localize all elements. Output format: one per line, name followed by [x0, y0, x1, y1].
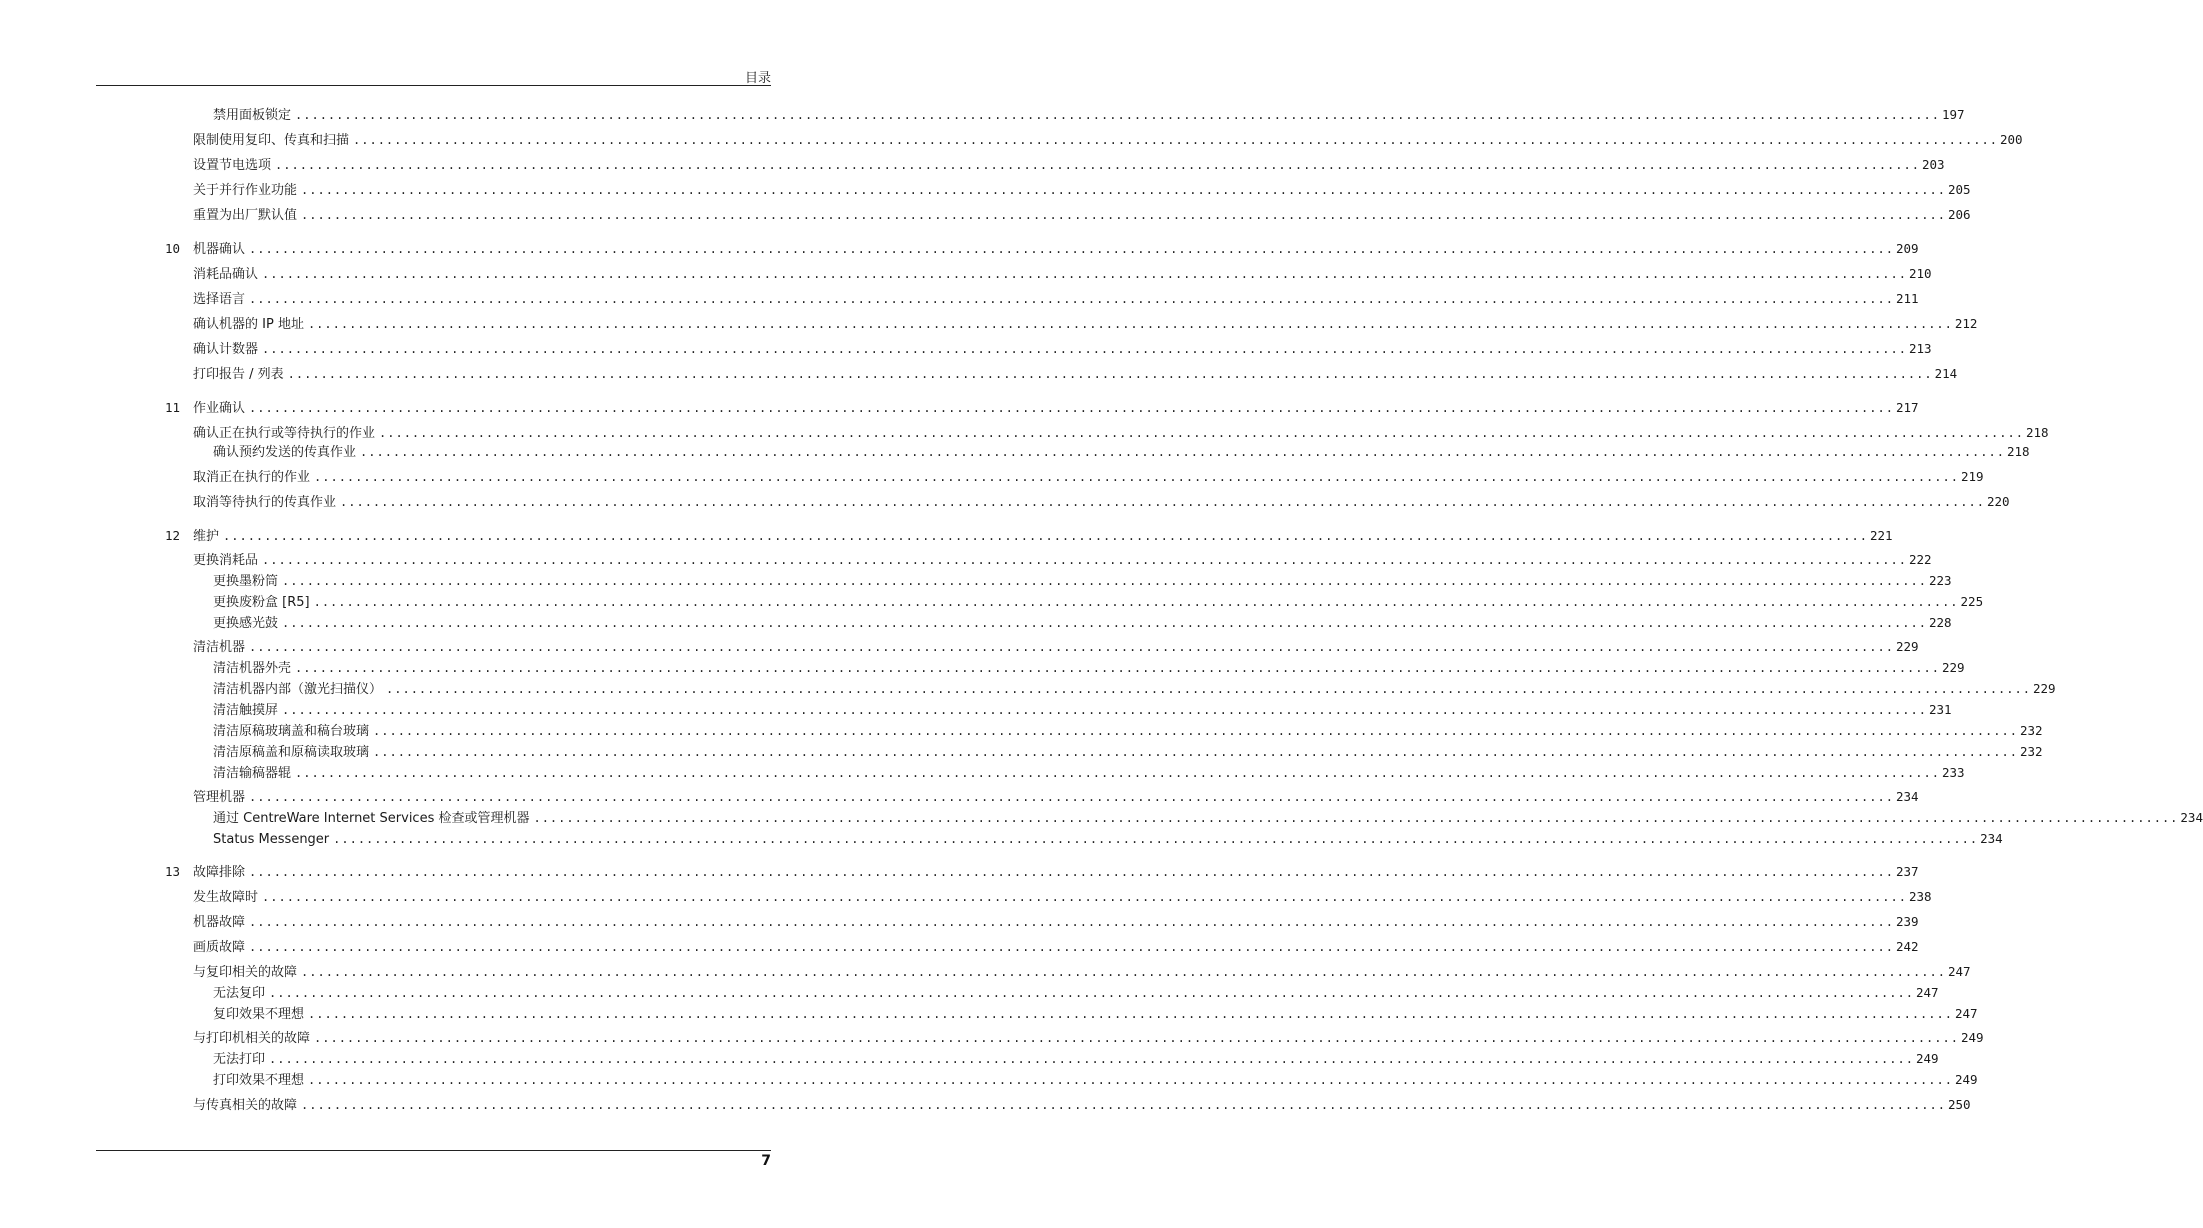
- toc-entry[interactable]: [0, 468, 1984, 486]
- toc-page-number: 250: [1947, 1097, 1971, 1112]
- dot-leader: ........................................................................................................................................................................................................: [373, 745, 2018, 759]
- dot-leader: ........................................................................................................................................................................................................: [353, 133, 1998, 147]
- toc-entry-title: 通过 CentreWare Internet Services 检查或管理机器: [213, 810, 533, 828]
- toc-page-number: 247: [1954, 1006, 1978, 1021]
- toc-entry-title: 重置为出厂默认值: [193, 207, 301, 225]
- toc-page-number: 229: [1895, 639, 1919, 654]
- dot-leader: ........................................................................................................................................................................................................: [308, 1007, 1953, 1021]
- header-rule: [96, 85, 771, 86]
- toc-page-number: 210: [1908, 266, 1932, 281]
- toc-entry-title: 与复印相关的故障: [193, 964, 301, 982]
- toc-entry-title: 清洁触摸屏: [213, 702, 282, 720]
- toc-entry-title: 无法打印: [213, 1051, 269, 1069]
- toc-entry[interactable]: [0, 938, 1919, 956]
- dot-leader: ........................................................................................................................................................................................................: [301, 1098, 1946, 1112]
- toc-page-number: 232: [2019, 723, 2043, 738]
- toc-entry-title: 打印效果不理想: [213, 1072, 308, 1090]
- toc-entry[interactable]: [0, 424, 2049, 442]
- toc-page-number: 222: [1908, 552, 1932, 567]
- toc-entry[interactable]: [0, 551, 1932, 569]
- toc-entry[interactable]: [0, 963, 1971, 981]
- toc-entry[interactable]: [0, 913, 1919, 931]
- toc-entry-title: 消耗品确认: [193, 266, 262, 284]
- dot-leader: ........................................................................................................................................................................................................: [313, 595, 1959, 609]
- toc-page-number: 205: [1947, 182, 1971, 197]
- toc-page-number: 229: [2032, 681, 2056, 696]
- toc-entry-title: 维护: [193, 528, 223, 546]
- toc-page-number: 209: [1895, 241, 1919, 256]
- toc-page-number: 203: [1921, 157, 1945, 172]
- dot-leader: ........................................................................................................................................................................................................: [287, 367, 1933, 381]
- toc-entry[interactable]: [0, 984, 1939, 1002]
- toc-entry-title: 选择语言: [193, 291, 249, 309]
- toc-page-number: 233: [1941, 765, 1965, 780]
- toc-entry[interactable]: [0, 1029, 1984, 1047]
- toc-entry[interactable]: [0, 863, 1919, 881]
- toc-entry[interactable]: [0, 106, 1965, 124]
- dot-leader: ........................................................................................................................................................................................................: [314, 1031, 1959, 1045]
- toc-page-number: 218: [2006, 444, 2030, 459]
- dot-leader: ........................................................................................................................................................................................................: [249, 292, 1894, 306]
- toc-page-number: 223: [1928, 573, 1952, 588]
- toc-entry-title: 无法复印: [213, 985, 269, 1003]
- toc-entry-title: 确认计数器: [193, 341, 262, 359]
- toc-entry[interactable]: [0, 131, 2023, 149]
- footer-rule: [96, 1150, 771, 1151]
- dot-leader: ........................................................................................................................................................................................................: [249, 242, 1894, 256]
- toc-entry[interactable]: [0, 572, 1952, 590]
- toc-entry-title: 与打印机相关的故障: [193, 1030, 314, 1048]
- dot-leader: ........................................................................................................................................................................................................: [282, 616, 1927, 630]
- toc-entry-title: 清洁原稿盖和原稿读取玻璃: [213, 744, 373, 762]
- page-number: 7: [761, 1153, 771, 1169]
- toc-entry-title: 画质故障: [193, 939, 249, 957]
- toc-entry[interactable]: [0, 722, 2043, 740]
- toc-page-number: 231: [1928, 702, 1952, 717]
- toc-entry[interactable]: [0, 1071, 1978, 1089]
- dot-leader: ........................................................................................................................................................................................................: [314, 470, 1959, 484]
- chapter-number: 10: [165, 241, 181, 256]
- dot-leader: ........................................................................................................................................................................................................: [373, 724, 2018, 738]
- toc-page-number: 234: [1980, 831, 2003, 846]
- chapter-number: 12: [165, 528, 181, 543]
- page-header-title: 目录: [744, 71, 771, 86]
- toc-entry-title: 发生故障时: [193, 889, 262, 907]
- toc-entry[interactable]: [0, 181, 1971, 199]
- toc-entry[interactable]: [0, 399, 1919, 417]
- toc-entry-title: 取消正在执行的作业: [193, 469, 314, 487]
- toc-entry[interactable]: [0, 1050, 1939, 1068]
- toc-entry-title: 清洁机器外壳: [213, 660, 295, 678]
- toc-page-number: 249: [1960, 1030, 1984, 1045]
- toc-page-number: 212: [1954, 316, 1978, 331]
- chapter-number: 11: [165, 400, 181, 415]
- dot-leader: ........................................................................................................................................................................................................: [223, 529, 1868, 543]
- dot-leader: ........................................................................................................................................................................................................: [301, 183, 1946, 197]
- dot-leader: ........................................................................................................................................................................................................: [262, 890, 1907, 904]
- toc-entry-title: 打印报告 / 列表: [193, 366, 288, 384]
- toc-entry[interactable]: [0, 614, 1952, 632]
- toc-entry-title: 更换消耗品: [193, 552, 262, 570]
- dot-leader: ........................................................................................................................................................................................................: [249, 790, 1894, 804]
- toc-page-number: 217: [1895, 400, 1919, 415]
- toc-entry-title: 清洁机器内部（激光扫描仪）: [213, 681, 386, 699]
- toc-page-number: 197: [1941, 107, 1965, 122]
- toc-page-number: 232: [2019, 744, 2043, 759]
- toc-page-number: 247: [1947, 964, 1971, 979]
- toc-entry[interactable]: [0, 830, 2003, 848]
- toc-page-number: 229: [1941, 660, 1965, 675]
- toc-entry[interactable]: [0, 443, 2030, 461]
- toc-entry[interactable]: [0, 743, 2043, 761]
- dot-leader: ........................................................................................................................................................................................................: [308, 1073, 1953, 1087]
- toc-page-number: 249: [1915, 1051, 1939, 1066]
- toc-entry-title: 管理机器: [193, 789, 249, 807]
- toc-entry[interactable]: [0, 701, 1952, 719]
- toc-entry[interactable]: [0, 659, 1965, 677]
- toc-page-number: 242: [1895, 939, 1919, 954]
- toc-page-number: 214: [1934, 366, 1958, 381]
- toc-entry-title: 清洁原稿玻璃盖和稿台玻璃: [213, 723, 373, 741]
- toc-entry-title: 机器确认: [193, 241, 249, 259]
- toc-entry-title: 清洁输稿器辊: [213, 765, 295, 783]
- toc-entry-title: 机器故障: [193, 914, 249, 932]
- toc-entry-title: 与传真相关的故障: [193, 1097, 301, 1115]
- dot-leader: ........................................................................................................................................................................................................: [249, 865, 1894, 879]
- dot-leader: ........................................................................................................................................................................................................: [249, 940, 1894, 954]
- toc-entry-title: 更换感光鼓: [213, 615, 282, 633]
- toc-entry-title: 作业确认: [193, 400, 249, 418]
- toc-page-number: 221: [1869, 528, 1893, 543]
- toc-page-number: 200: [1999, 132, 2023, 147]
- toc-page-number: 228: [1928, 615, 1952, 630]
- toc-page-number: 234: [2180, 810, 2203, 825]
- dot-leader: ........................................................................................................................................................................................................: [386, 682, 2031, 696]
- toc-entry-title: 限制使用复印、传真和扫描: [193, 132, 353, 150]
- dot-leader: ........................................................................................................................................................................................................: [262, 553, 1907, 567]
- dot-leader: ........................................................................................................................................................................................................: [262, 267, 1907, 281]
- dot-leader: ........................................................................................................................................................................................................: [333, 832, 1979, 846]
- toc-entry[interactable]: [0, 888, 1932, 906]
- dot-leader: ........................................................................................................................................................................................................: [249, 401, 1894, 415]
- toc-page-number: 249: [1954, 1072, 1978, 1087]
- dot-leader: ........................................................................................................................................................................................................: [301, 965, 1946, 979]
- toc-entry[interactable]: [0, 265, 1932, 283]
- toc-page-number: 238: [1908, 889, 1932, 904]
- dot-leader: ........................................................................................................................................................................................................: [340, 495, 1985, 509]
- toc-entry[interactable]: [0, 593, 1984, 611]
- toc-entry-title: 确认预约发送的传真作业: [213, 444, 360, 462]
- dot-leader: ........................................................................................................................................................................................................: [249, 640, 1894, 654]
- toc-entry[interactable]: [0, 809, 2203, 827]
- toc-entry[interactable]: [0, 290, 1919, 308]
- toc-entry-title: 更换废粉盒 [R5]: [213, 594, 314, 612]
- dot-leader: ........................................................................................................................................................................................................: [379, 426, 2024, 440]
- toc-entry-title: 设置节电选项: [193, 157, 275, 175]
- dot-leader: ........................................................................................................................................................................................................: [262, 342, 1907, 356]
- toc-entry-title: 清洁机器: [193, 639, 249, 657]
- toc-entry[interactable]: [0, 1096, 1971, 1114]
- toc-page-number: 218: [2025, 425, 2049, 440]
- dot-leader: ........................................................................................................................................................................................................: [301, 208, 1946, 222]
- toc-entry-title: 复印效果不理想: [213, 1006, 308, 1024]
- toc-entry[interactable]: [0, 493, 2010, 511]
- dot-leader: ........................................................................................................................................................................................................: [533, 811, 2179, 825]
- toc-page-number: 206: [1947, 207, 1971, 222]
- toc-page-number: 211: [1895, 291, 1919, 306]
- toc-entry[interactable]: [0, 638, 1919, 656]
- toc-entry[interactable]: [0, 764, 1965, 782]
- dot-leader: ........................................................................................................................................................................................................: [307, 317, 1953, 331]
- toc-entry-title: 禁用面板锁定: [213, 107, 295, 125]
- dot-leader: ........................................................................................................................................................................................................: [360, 445, 2005, 459]
- toc-entry[interactable]: [0, 206, 1971, 224]
- toc-entry[interactable]: [0, 315, 1978, 333]
- toc-page-number: 247: [1915, 985, 1939, 1000]
- toc-entry[interactable]: [0, 340, 1932, 358]
- toc-page-number: 239: [1895, 914, 1919, 929]
- dot-leader: ........................................................................................................................................................................................................: [282, 574, 1927, 588]
- dot-leader: ........................................................................................................................................................................................................: [282, 703, 1927, 717]
- toc-entry[interactable]: [0, 365, 1958, 383]
- dot-leader: ........................................................................................................................................................................................................: [269, 986, 1914, 1000]
- dot-leader: ........................................................................................................................................................................................................: [269, 1052, 1914, 1066]
- chapter-number: 13: [165, 864, 181, 879]
- toc-page-number: 225: [1960, 594, 1984, 609]
- dot-leader: ........................................................................................................................................................................................................: [295, 661, 1940, 675]
- toc-page-number: 234: [1895, 789, 1919, 804]
- toc-entry-title: 更换墨粉筒: [213, 573, 282, 591]
- toc-entry[interactable]: [0, 788, 1919, 806]
- toc-page-number: 219: [1960, 469, 1984, 484]
- toc-entry-title: 故障排除: [193, 864, 249, 882]
- toc-page-number: 220: [1986, 494, 2010, 509]
- toc-page-number: 237: [1895, 864, 1919, 879]
- dot-leader: ........................................................................................................................................................................................................: [295, 766, 1940, 780]
- toc-entry-title: Status Messenger: [213, 831, 333, 849]
- toc-page-number: 213: [1908, 341, 1932, 356]
- toc-entry[interactable]: [0, 156, 1945, 174]
- toc-entry[interactable]: [0, 1005, 1978, 1023]
- dot-leader: ........................................................................................................................................................................................................: [275, 158, 1920, 172]
- toc-entry[interactable]: [0, 680, 2056, 698]
- toc-entry[interactable]: [0, 240, 1919, 258]
- dot-leader: ........................................................................................................................................................................................................: [249, 915, 1894, 929]
- toc-entry-title: 确认机器的 IP 地址: [193, 316, 308, 334]
- dot-leader: ........................................................................................................................................................................................................: [295, 108, 1940, 122]
- toc-entry-title: 关于并行作业功能: [193, 182, 301, 200]
- toc-entry[interactable]: [0, 527, 1893, 545]
- toc-entry-title: 确认正在执行或等待执行的作业: [193, 425, 379, 443]
- toc-entry-title: 取消等待执行的传真作业: [193, 494, 340, 512]
